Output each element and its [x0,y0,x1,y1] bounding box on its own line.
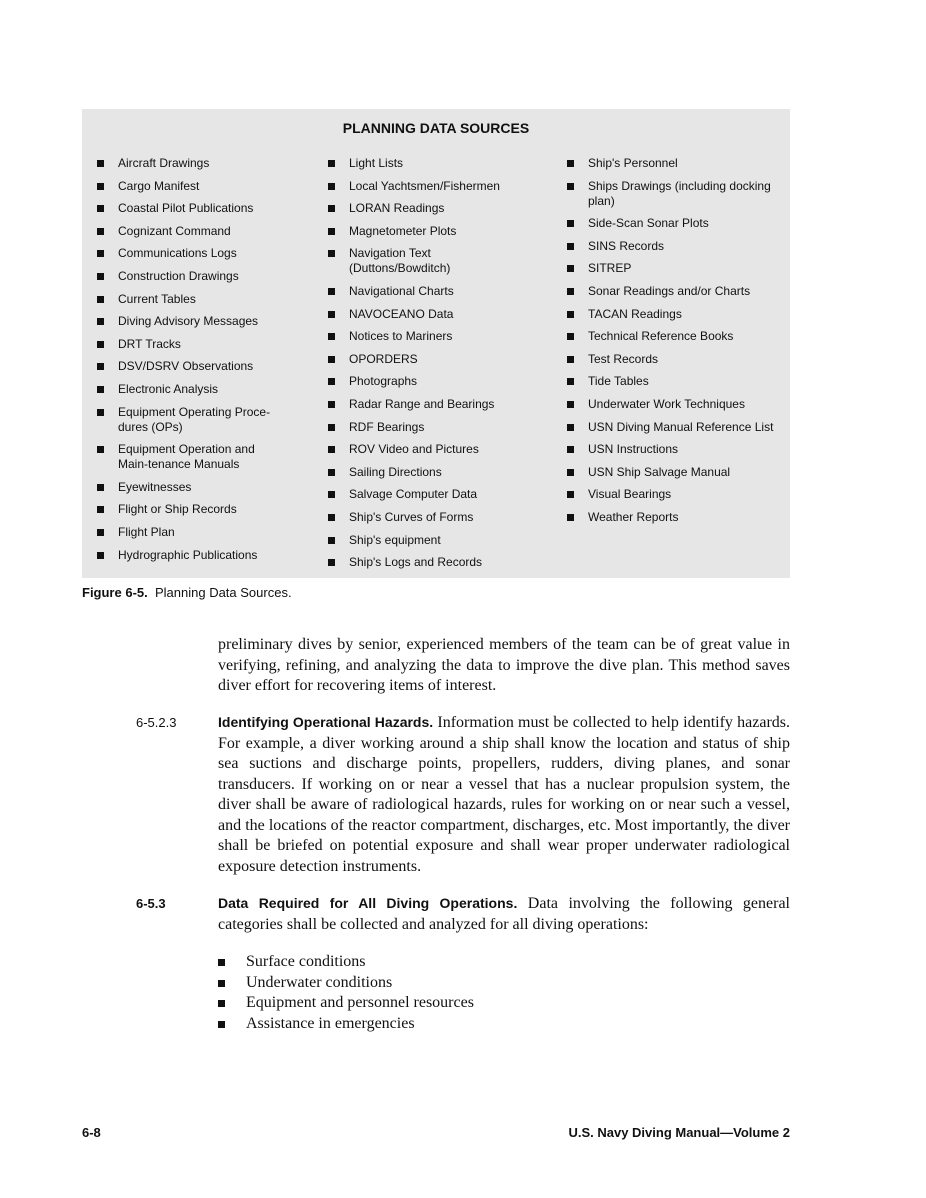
figure-list-item: Electronic Analysis [97,382,287,405]
figure-list-item: Equipment Operating Proce-dures (OPs) [97,405,287,443]
bullet-icon [97,318,104,325]
bullet-icon [97,363,104,370]
section-data-required [218,894,790,935]
list-item: Surface conditions [218,952,474,973]
bullet-icon [97,228,104,235]
figure-list-item: DRT Tracks [97,337,287,360]
bullet-icon [567,220,574,227]
figure-list-item: Coastal Pilot Publications [97,201,287,224]
figure-list-item: Salvage Computer Data [328,487,528,510]
bullet-icon [567,378,574,385]
figure-list-item: Sonar Readings and/or Charts [567,284,777,307]
bullet-icon [328,228,335,235]
figure-title: PLANNING DATA SOURCES [342,120,530,136]
figure-list-item: USN Diving Manual Reference List [567,420,777,443]
figure-list-item: Sailing Directions [328,465,528,488]
bullet-icon [567,265,574,272]
figure-list-item: Hydrographic Publications [97,548,287,571]
bullet-icon [328,288,335,295]
figure-list-item: Local Yachtsmen/Fishermen [328,179,528,202]
list-item: Underwater conditions [218,973,474,994]
bullet-icon [328,469,335,476]
section-text: Data involving the following general categories shall be collected and analyzed for all diving operations: [218,895,790,933]
caption-text: Planning Data Sources. [154,585,292,600]
caption-label: Figure 6-5. [82,585,148,600]
section-number: 6-5.3 [136,896,166,911]
bullet-icon [97,296,104,303]
figure-list-item: Equipment Operation and Main-tenance Manuals [97,442,287,480]
bullet-icon [567,424,574,431]
bullet-icon [97,529,104,536]
figure-list-item: TACAN Readings [567,307,777,330]
bullet-icon [328,491,335,498]
bullet-icon [97,205,104,212]
bullet-icon [97,552,104,559]
list-item: Equipment and personnel resources [218,993,474,1014]
section-text: Information must be collected to help identify hazards. For example, a diver working around a ship shall know the location and status of ship sea suctions and discharge points, propellers, rudders, diving planes, and sonar transducers. If working on or near a vessel that has a nuclear propulsion system, the diver shall be aware of radiological hazards, rules for working on or near such a vessel, and the locations of the reactor compartment, discharges, etc. Most importantly, the diver shall be briefed on potential exposure and shall wear proper underwater radiological exposure detection instruments. [218,714,791,875]
section-heading: Data Required for All Diving Operations. [218,895,518,911]
planning-data-sources-figure [82,109,790,578]
bullet-icon [218,1021,225,1028]
bullet-icon [328,160,335,167]
figure-list-item: USN Ship Salvage Manual [567,465,777,488]
bullet-icon [97,341,104,348]
figure-list-item: Ships Drawings (including docking plan) [567,179,777,217]
bullet-icon [328,250,335,257]
section-identifying-hazards [218,713,790,877]
bullet-icon [328,333,335,340]
figure-list-item: Ship's Logs and Records [328,555,528,578]
bullet-icon [328,356,335,363]
figure-list-item: Ship's Curves of Forms [328,510,528,533]
figure-list-item: ROV Video and Pictures [328,442,528,465]
figure-column-1 [97,156,287,570]
figure-list-item: LORAN Readings [328,201,528,224]
figure-list-item: Flight or Ship Records [97,502,287,525]
figure-list-item: Notices to Mariners [328,329,528,352]
figure-list-item: Navigation Text (Duttons/Bowditch) [328,246,528,284]
figure-list-item: Photographs [328,374,528,397]
figure-list-item: Light Lists [328,156,528,179]
bullet-icon [328,424,335,431]
figure-caption [82,585,292,600]
figure-list-item: Diving Advisory Messages [97,314,287,337]
bullet-icon [567,356,574,363]
bullet-icon [567,333,574,340]
section-heading: Identifying Operational Hazards. [218,714,434,730]
figure-list-item: Aircraft Drawings [97,156,287,179]
figure-list-item: Flight Plan [97,525,287,548]
figure-list-item: SINS Records [567,239,777,262]
list-item: Assistance in emergencies [218,1014,474,1035]
bullet-icon [567,514,574,521]
bullet-icon [328,514,335,521]
bullet-icon [328,401,335,408]
paragraph-continuation: preliminary dives by senior, experienced members of the team can be of great value in verifying, refining, and analyzing the data to improve the dive plan. This method saves diver effort for recovering items of interest. [218,636,790,694]
bullet-icon [567,311,574,318]
bullet-icon [97,506,104,513]
bullet-icon [328,559,335,566]
bullet-icon [218,1000,225,1007]
bullet-icon [567,446,574,453]
bullet-icon [97,183,104,190]
bullet-icon [567,288,574,295]
figure-list-item: Technical Reference Books [567,329,777,352]
figure-list-item: SITREP [567,261,777,284]
bullet-icon [567,491,574,498]
bullet-icon [97,250,104,257]
bullet-icon [97,484,104,491]
bullet-icon [567,243,574,250]
bullet-icon [97,409,104,416]
bullet-icon [328,378,335,385]
figure-column-2 [328,156,528,578]
figure-list-item: Side-Scan Sonar Plots [567,216,777,239]
bullet-icon [328,537,335,544]
figure-list-item: RDF Bearings [328,420,528,443]
figure-list-item: Cargo Manifest [97,179,287,202]
figure-column-3 [567,156,777,533]
section-number: 6-5.2.3 [136,715,177,730]
figure-list-item: Communications Logs [97,246,287,269]
figure-list-item: DSV/DSRV Observations [97,359,287,382]
bullet-icon [97,160,104,167]
figure-list-item: NAVOCEANO Data [328,307,528,330]
bullet-icon [97,273,104,280]
bullet-icon [567,469,574,476]
bullet-icon [567,160,574,167]
bullet-icon [97,386,104,393]
figure-list-item: Ship's Personnel [567,156,777,179]
figure-list-item: USN Instructions [567,442,777,465]
figure-list-item: Cognizant Command [97,224,287,247]
figure-list-item: Eyewitnesses [97,480,287,503]
figure-list-item: Tide Tables [567,374,777,397]
figure-list-item: Ship's equipment [328,533,528,556]
bullet-icon [328,183,335,190]
manual-title: U.S. Navy Diving Manual—Volume 2 [568,1125,790,1140]
category-list [218,952,474,1034]
bullet-icon [567,401,574,408]
figure-list-item: OPORDERS [328,352,528,375]
figure-list-item: Magnetometer Plots [328,224,528,247]
bullet-icon [328,205,335,212]
figure-list-item: Visual Bearings [567,487,777,510]
bullet-icon [97,446,104,453]
bullet-icon [218,959,225,966]
figure-list-item: Current Tables [97,292,287,315]
figure-list-item: Construction Drawings [97,269,287,292]
bullet-icon [218,980,225,987]
figure-list-item: Underwater Work Techniques [567,397,777,420]
page-number: 6-8 [82,1125,101,1140]
figure-list-item: Weather Reports [567,510,777,533]
bullet-icon [567,183,574,190]
figure-list-item: Navigational Charts [328,284,528,307]
bullet-icon [328,446,335,453]
figure-list-item: Radar Range and Bearings [328,397,528,420]
figure-list-item: Test Records [567,352,777,375]
bullet-icon [328,311,335,318]
